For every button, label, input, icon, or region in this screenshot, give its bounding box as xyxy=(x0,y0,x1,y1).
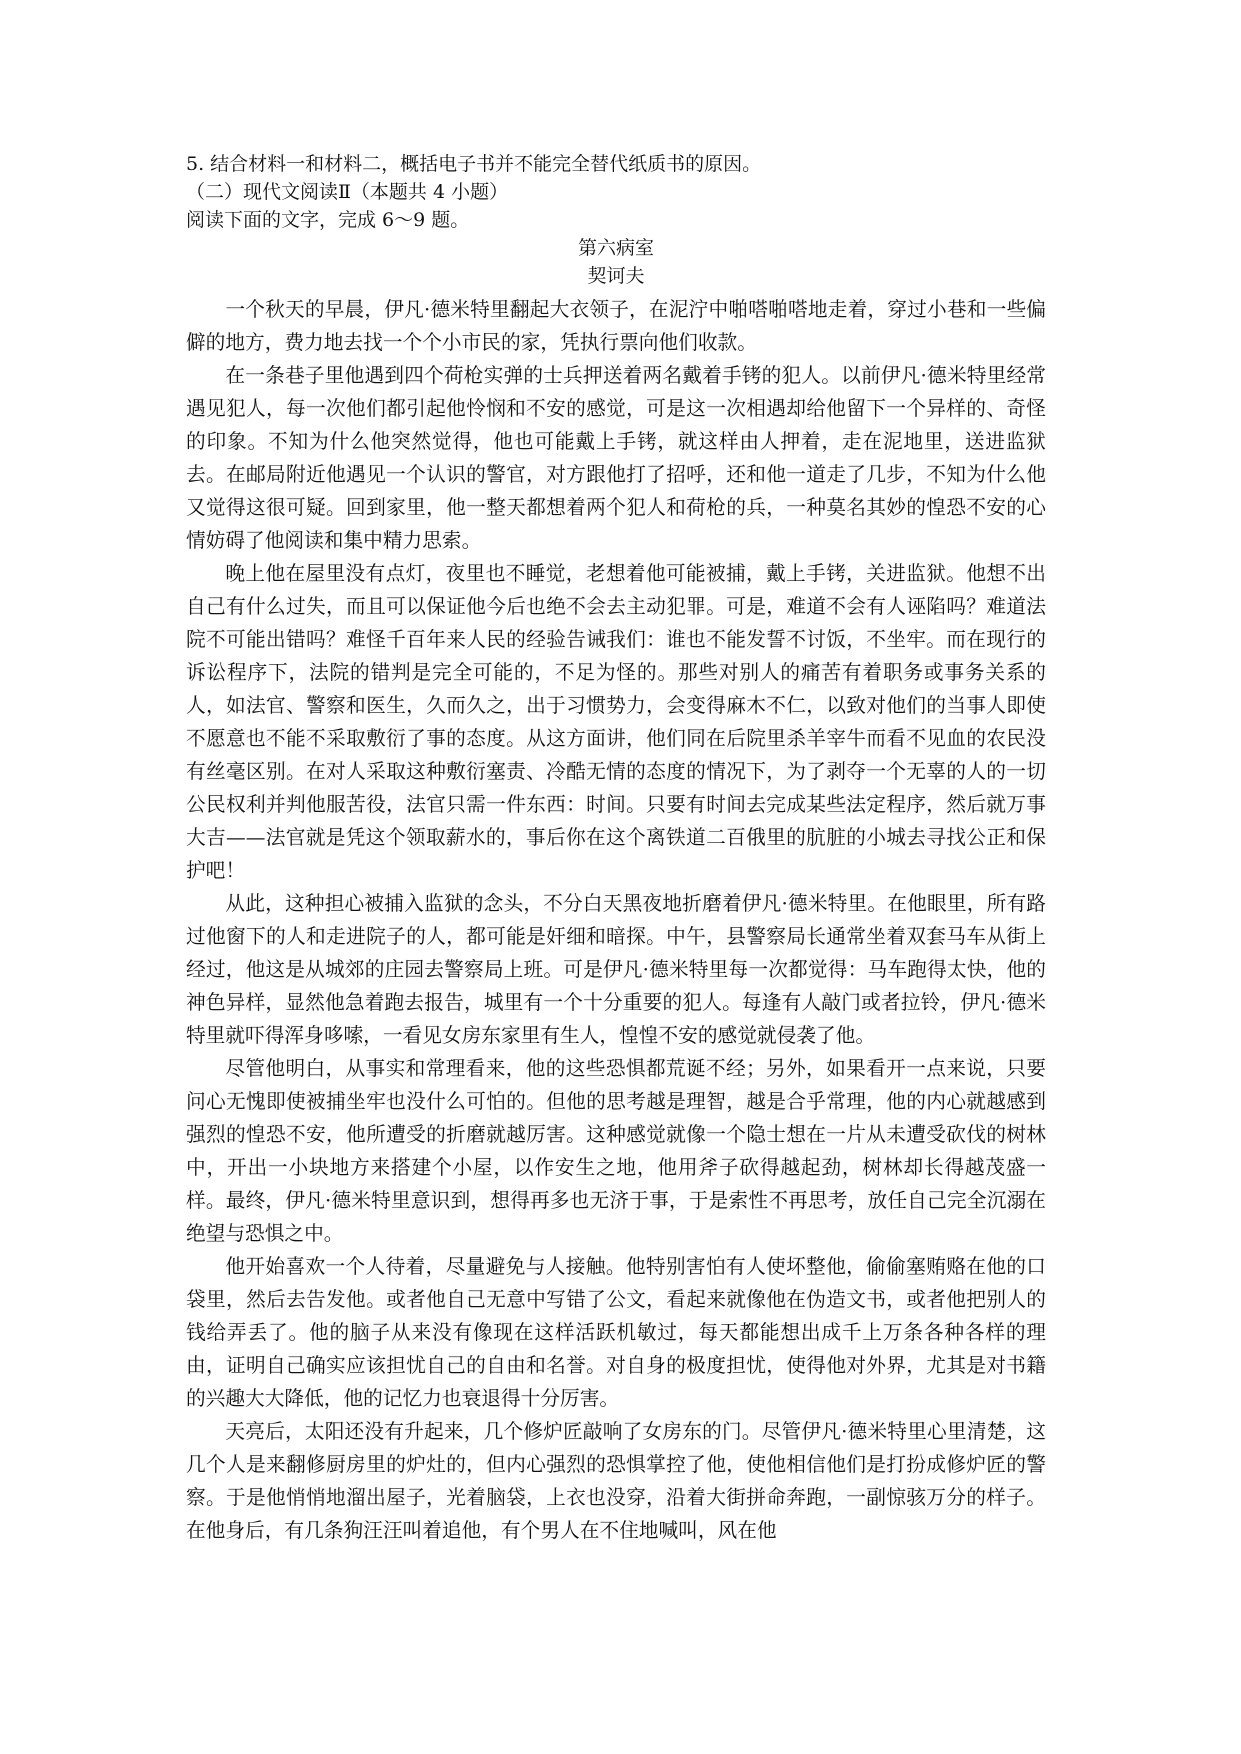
question-5: 5. 结合材料一和材料二，概括电子书并不能完全替代纸质书的原因。 xyxy=(186,153,762,175)
article-paragraph: 从此，这种担心被捕入监狱的念头，不分白天黑夜地折磨着伊凡·德米特里。在他眼里，所有路过他窗下的人和走进院子的人，都可能是奸细和暗探。中午，县警察局长通常坐着双套马车从街上经过，他这是从城郊的庄园去警察局上班。可是伊凡·德米特里每一次都觉得：马车跑得太快，他的神色异样，显然他急着跑去报告，城里有一个十分重要的犯人。每逢有人敲门或者拉铃，伊凡·德米特里就吓得浑身哆嗦，一看见女房东家里有生人，惶惶不安的感觉就侵袭了他。 xyxy=(186,892,1046,1047)
article-author: 契诃夫 xyxy=(587,265,645,287)
article-paragraph: 天亮后，太阳还没有升起来，几个修炉匠敲响了女房东的门。尽管伊凡·德米特里心里清楚，这几个人是来翻修厨房里的炉灶的，但内心强烈的恐惧掌控了他，使他相信他们是打扮成修炉匠的警察。于是他悄悄地溜出屋子，光着脑袋，上衣也没穿，沿着大街拼命奔跑，一副惊骇万分的样子。在他身后，有几条狗汪汪叫着追他，有个男人在不住地喊叫，风在他 xyxy=(186,1420,1046,1542)
article-paragraph: 尽管他明白，从事实和常理看来，他的这些恐惧都荒诞不经；另外，如果看开一点来说，只要问心无愧即使被捕坐牢也没什么可怕的。但他的思考越是理智，越是合乎常理，他的内心就越感到强烈的惶恐不安，他所遭受的折磨就越厉害。这种感觉就像一个隐士想在一片从未遭受砍伐的树林中，开出一小块地方来搭建个小屋，以作安生之地，他用斧子砍得越起劲，树林却长得越茂盛一样。最终，伊凡·德米特里意识到，想得再多也无济于事，于是索性不再思考，放任自己完全沉溺在绝望与恐惧之中。 xyxy=(186,1057,1046,1245)
reading-instruction: 阅读下面的文字，完成 6～9 题。 xyxy=(186,209,470,231)
article-paragraph: 晚上他在屋里没有点灯，夜里也不睡觉，老想着他可能被捕，戴上手铐，关进监狱。他想不出自己有什么过失，而且可以保证他今后也绝不会去主动犯罪。可是，难道不会有人诬陷吗？难道法院不可能出错吗？难怪千百年来人民的经验告诫我们：谁也不能发誓不讨饭，不坐牢。而在现行的诉讼程序下，法院的错判是完全可能的，不足为怪的。那些对别人的痛苦有着职务或事务关系的人，如法官、警察和医生，久而久之，出于习惯势力，会变得麻木不仁，以致对他们的当事人即使不愿意也不能不采取敷衍了事的态度。从这方面讲，他们同在后院里杀羊宰牛而看不见血的农民没有丝毫区别。在对人采取这种敷衍塞责、冷酷无情的态度的情况下，为了剥夺一个无辜的人的一切公民权利并判他服苦役，法官只需一件东西：时间。只要有时间去完成某些法定程序，然后就万事大吉——法官就是凭这个领取薪水的，事后你在这个离铁道二百俄里的肮脏的小城去寻找公正和保护吧！ xyxy=(186,562,1046,882)
article-paragraph: 在一条巷子里他遇到四个荷枪实弹的士兵押送着两名戴着手铐的犯人。以前伊凡·德米特里经常遇见犯人，每一次他们都引起他怜悯和不安的感觉，可是这一次相遇却给他留下一个异样的、奇怪的印象。不知为什么他突然觉得，他也可能戴上手铐，就这样由人押着，走在泥地里，送进监狱去。在邮局附近他遇见一个认识的警官，对方跟他打了招呼，还和他一道走了几步，不知为什么他又觉得这很可疑。回到家里，他一整天都想着两个犯人和荷枪的兵，一种莫名其妙的惶恐不安的心情妨碍了他阅读和集中精力思索。 xyxy=(186,364,1046,552)
document-page xyxy=(186,150,1046,1547)
article-paragraph: 一个秋天的早晨，伊凡·德米特里翻起大衣领子，在泥泞中啪嗒啪嗒地走着，穿过小巷和一些偏僻的地方，费力地去找一个个小市民的家，凭执行票向他们收款。 xyxy=(186,298,1046,354)
article-body xyxy=(186,293,1046,1547)
article-title: 第六病室 xyxy=(577,237,654,259)
article-paragraph: 他开始喜欢一个人待着，尽量避免与人接触。他特别害怕有人使坏整他，偷偷塞贿赂在他的口袋里，然后去告发他。或者他自己无意中写错了公文，看起来就像他在伪造文书，或者他把别人的钱给弄丢了。他的脑子从来没有像现在这样活跃机敏过，每天都能想出成千上万条各种各样的理由，证明自己确实应该担忧自己的自由和名誉。对自身的极度担忧，使得他对外界，尤其是对书籍的兴趣大大降低，他的记忆力也衰退得十分厉害。 xyxy=(186,1255,1046,1410)
section-heading: （二）现代文阅读Ⅱ（本题共 4 小题） xyxy=(186,181,509,203)
